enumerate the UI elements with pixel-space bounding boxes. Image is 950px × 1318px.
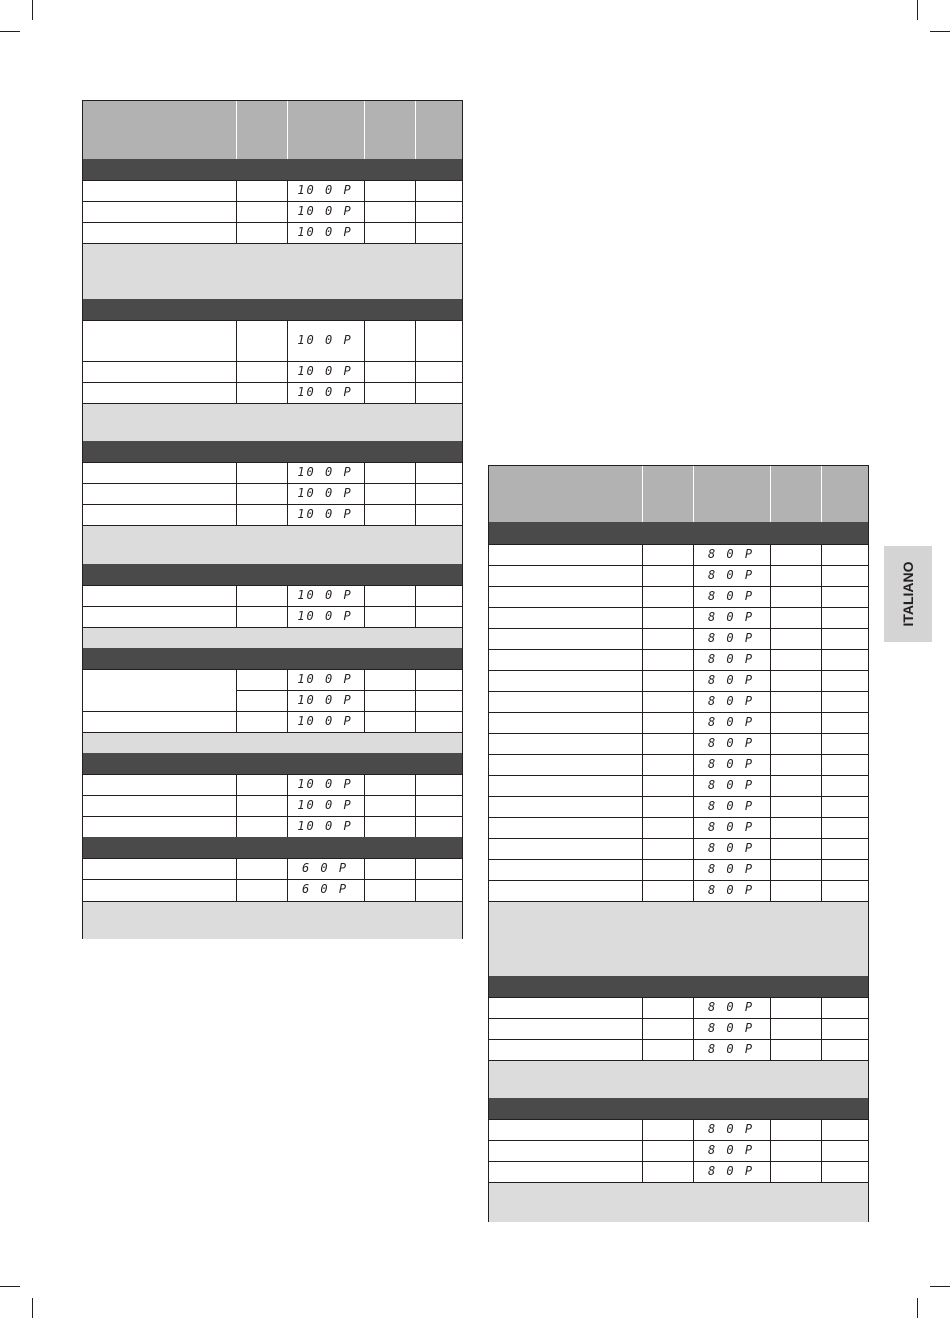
column-divider	[236, 816, 237, 837]
display-time-value: 8 0 P	[707, 610, 755, 624]
column-divider	[821, 880, 822, 901]
column-divider	[770, 607, 771, 628]
section-header-row	[83, 159, 462, 180]
table-row	[83, 711, 462, 732]
section-header-row	[83, 299, 462, 320]
column-divider	[770, 544, 771, 565]
table-row	[489, 817, 868, 838]
note-row	[489, 1182, 868, 1222]
crop-mark-top-left-h	[0, 31, 20, 32]
table-row	[83, 320, 462, 361]
column-divider	[821, 733, 822, 754]
column-divider	[642, 466, 643, 522]
column-divider	[821, 838, 822, 859]
column-divider	[364, 795, 365, 816]
display-time-value: 8 0 P	[707, 883, 755, 897]
table-row	[489, 628, 868, 649]
table-row	[489, 1018, 868, 1039]
column-divider	[236, 858, 237, 879]
column-divider	[364, 669, 365, 690]
column-divider	[642, 817, 643, 838]
column-divider	[642, 1140, 643, 1161]
display-time-value: 10 0 P	[297, 588, 353, 602]
table-header-row	[489, 466, 868, 522]
display-time-value: 10 0 P	[297, 819, 353, 833]
column-divider	[287, 462, 288, 483]
section-header-row	[489, 1098, 868, 1119]
column-divider	[236, 774, 237, 795]
table-row	[489, 733, 868, 754]
column-divider	[693, 565, 694, 586]
display-time-value: 8 0 P	[707, 1042, 755, 1056]
column-divider	[642, 796, 643, 817]
column-divider	[770, 859, 771, 880]
column-divider	[693, 796, 694, 817]
note-row	[489, 1060, 868, 1098]
column-divider	[415, 101, 416, 159]
display-time-value: 10 0 P	[297, 609, 353, 623]
column-divider	[642, 712, 643, 733]
column-divider	[821, 997, 822, 1018]
column-divider	[415, 669, 416, 690]
column-divider	[770, 775, 771, 796]
column-divider	[364, 690, 365, 711]
crop-mark-bottom-right-h	[930, 1286, 950, 1287]
display-time-value: 10 0 P	[297, 798, 353, 812]
column-divider	[821, 628, 822, 649]
column-divider	[642, 1039, 643, 1060]
column-divider	[236, 180, 237, 201]
display-time-value: 8 0 P	[707, 778, 755, 792]
display-time-value: 8 0 P	[707, 820, 755, 834]
display-time-value: 10 0 P	[297, 714, 353, 728]
column-divider	[364, 382, 365, 403]
column-divider	[770, 796, 771, 817]
column-divider	[642, 880, 643, 901]
column-divider	[693, 712, 694, 733]
column-divider	[821, 565, 822, 586]
column-divider	[693, 1018, 694, 1039]
column-divider	[287, 180, 288, 201]
column-divider	[693, 1140, 694, 1161]
column-divider	[236, 585, 237, 606]
column-divider	[364, 774, 365, 795]
column-divider	[415, 382, 416, 403]
table-row	[489, 691, 868, 712]
display-time-value: 10 0 P	[297, 333, 353, 347]
column-divider	[287, 879, 288, 901]
crop-mark-top-left-v	[32, 0, 33, 20]
table-row	[83, 879, 462, 901]
column-divider	[287, 320, 288, 361]
column-divider	[821, 817, 822, 838]
column-divider	[364, 462, 365, 483]
column-divider	[770, 466, 771, 522]
column-divider	[642, 565, 643, 586]
section-header-row	[489, 522, 868, 544]
crop-mark-bottom-left-v	[32, 1298, 33, 1318]
column-divider	[821, 586, 822, 607]
column-divider	[287, 101, 288, 159]
table-row	[489, 1140, 868, 1161]
column-divider	[415, 858, 416, 879]
column-divider	[770, 691, 771, 712]
column-divider	[642, 586, 643, 607]
table-row	[489, 670, 868, 691]
column-divider	[236, 462, 237, 483]
column-divider	[821, 754, 822, 775]
column-divider	[821, 691, 822, 712]
program-table-left	[82, 100, 463, 939]
column-divider	[287, 711, 288, 732]
column-divider	[236, 690, 237, 711]
column-divider	[693, 838, 694, 859]
column-divider	[770, 1140, 771, 1161]
column-divider	[236, 382, 237, 403]
table-row	[83, 585, 462, 606]
column-divider	[287, 669, 288, 690]
column-divider	[693, 466, 694, 522]
display-time-value: 8 0 P	[707, 841, 755, 855]
column-divider	[236, 483, 237, 504]
note-row	[489, 901, 868, 976]
note-row	[83, 901, 462, 939]
column-divider	[287, 201, 288, 222]
column-divider	[364, 483, 365, 504]
column-divider	[364, 606, 365, 627]
column-divider	[693, 1039, 694, 1060]
column-divider	[693, 733, 694, 754]
column-divider	[821, 1018, 822, 1039]
column-divider	[770, 997, 771, 1018]
column-divider	[236, 669, 237, 690]
column-divider	[287, 858, 288, 879]
column-divider	[821, 1161, 822, 1182]
table-row	[489, 1039, 868, 1060]
column-divider	[287, 504, 288, 525]
column-divider	[287, 222, 288, 243]
column-divider	[770, 733, 771, 754]
column-divider	[770, 586, 771, 607]
table-row	[489, 796, 868, 817]
display-time-value: 8 0 P	[707, 1021, 755, 1035]
merged-cell	[83, 689, 236, 691]
table-row	[489, 997, 868, 1018]
column-divider	[693, 754, 694, 775]
column-divider	[364, 201, 365, 222]
column-divider	[821, 712, 822, 733]
column-divider	[693, 649, 694, 670]
display-time-value: 8 0 P	[707, 673, 755, 687]
column-divider	[642, 838, 643, 859]
column-divider	[236, 711, 237, 732]
column-divider	[364, 879, 365, 901]
section-header-row	[83, 564, 462, 585]
column-divider	[821, 775, 822, 796]
note-row	[83, 243, 462, 299]
column-divider	[642, 691, 643, 712]
note-row	[83, 525, 462, 564]
column-divider	[236, 606, 237, 627]
table-row	[489, 880, 868, 901]
column-divider	[693, 670, 694, 691]
column-divider	[770, 1161, 771, 1182]
column-divider	[642, 1119, 643, 1140]
column-divider	[415, 879, 416, 901]
language-tab-label: ITALIANO	[900, 561, 916, 627]
crop-mark-top-right-h	[930, 31, 950, 32]
column-divider	[821, 796, 822, 817]
display-time-value: 8 0 P	[707, 736, 755, 750]
column-divider	[642, 649, 643, 670]
column-divider	[364, 101, 365, 159]
column-divider	[693, 1161, 694, 1182]
display-time-value: 8 0 P	[707, 799, 755, 813]
crop-mark-bottom-right-v	[917, 1298, 918, 1318]
column-divider	[770, 712, 771, 733]
table-row	[83, 690, 462, 711]
table-row	[489, 838, 868, 859]
program-table-right	[488, 465, 869, 1222]
column-divider	[364, 180, 365, 201]
column-divider	[236, 879, 237, 901]
table-row	[83, 483, 462, 504]
column-divider	[415, 606, 416, 627]
column-divider	[287, 606, 288, 627]
column-divider	[287, 361, 288, 382]
column-divider	[642, 628, 643, 649]
note-row	[83, 627, 462, 648]
column-divider	[693, 775, 694, 796]
column-divider	[821, 544, 822, 565]
display-time-value: 8 0 P	[707, 715, 755, 729]
display-time-value: 8 0 P	[707, 1000, 755, 1014]
table-row	[489, 544, 868, 565]
column-divider	[821, 1119, 822, 1140]
column-divider	[364, 816, 365, 837]
column-divider	[642, 1161, 643, 1182]
table-row	[489, 607, 868, 628]
column-divider	[770, 628, 771, 649]
column-divider	[236, 320, 237, 361]
column-divider	[642, 733, 643, 754]
display-time-value: 10 0 P	[297, 225, 353, 239]
column-divider	[821, 466, 822, 522]
column-divider	[236, 504, 237, 525]
display-time-value: 8 0 P	[707, 589, 755, 603]
column-divider	[693, 628, 694, 649]
note-row	[83, 732, 462, 753]
column-divider	[770, 1018, 771, 1039]
display-time-value: 6 0 P	[301, 882, 349, 896]
table-row	[83, 180, 462, 201]
column-divider	[415, 816, 416, 837]
display-time-value: 6 0 P	[301, 861, 349, 875]
section-header-row	[83, 753, 462, 774]
display-time-value: 10 0 P	[297, 672, 353, 686]
table-row	[83, 382, 462, 403]
display-time-value: 8 0 P	[707, 862, 755, 876]
display-time-value: 10 0 P	[297, 204, 353, 218]
column-divider	[693, 817, 694, 838]
column-divider	[770, 1039, 771, 1060]
column-divider	[642, 775, 643, 796]
column-divider	[364, 320, 365, 361]
table-row	[83, 361, 462, 382]
column-divider	[821, 1039, 822, 1060]
column-divider	[287, 774, 288, 795]
display-time-value: 10 0 P	[297, 507, 353, 521]
column-divider	[236, 222, 237, 243]
column-divider	[642, 754, 643, 775]
column-divider	[415, 320, 416, 361]
section-header-row	[83, 648, 462, 669]
column-divider	[770, 670, 771, 691]
crop-mark-top-right-v	[917, 0, 918, 20]
column-divider	[287, 690, 288, 711]
display-time-value: 8 0 P	[707, 1164, 755, 1178]
column-divider	[415, 462, 416, 483]
column-divider	[821, 649, 822, 670]
column-divider	[642, 997, 643, 1018]
column-divider	[415, 483, 416, 504]
display-time-value: 10 0 P	[297, 486, 353, 500]
column-divider	[415, 774, 416, 795]
column-divider	[642, 607, 643, 628]
table-row	[489, 649, 868, 670]
display-time-value: 8 0 P	[707, 631, 755, 645]
display-time-value: 8 0 P	[707, 547, 755, 561]
language-tab[interactable]	[884, 546, 932, 642]
column-divider	[693, 586, 694, 607]
column-divider	[415, 504, 416, 525]
column-divider	[693, 691, 694, 712]
section-header-row	[489, 976, 868, 997]
column-divider	[287, 483, 288, 504]
table-row	[489, 1161, 868, 1182]
display-time-value: 10 0 P	[297, 183, 353, 197]
display-time-value: 8 0 P	[707, 1122, 755, 1136]
column-divider	[364, 504, 365, 525]
column-divider	[642, 670, 643, 691]
table-row	[489, 712, 868, 733]
table-row	[489, 754, 868, 775]
column-divider	[287, 382, 288, 403]
table-row	[489, 565, 868, 586]
column-divider	[821, 859, 822, 880]
table-row	[83, 816, 462, 837]
column-divider	[821, 670, 822, 691]
table-row	[83, 201, 462, 222]
table-row	[83, 858, 462, 879]
table-row	[489, 1119, 868, 1140]
column-divider	[770, 649, 771, 670]
column-divider	[693, 880, 694, 901]
display-time-value: 8 0 P	[707, 568, 755, 582]
column-divider	[821, 607, 822, 628]
column-divider	[415, 222, 416, 243]
section-header-row	[83, 837, 462, 858]
column-divider	[770, 838, 771, 859]
display-time-value: 10 0 P	[297, 385, 353, 399]
display-time-value: 8 0 P	[707, 1143, 755, 1157]
column-divider	[415, 585, 416, 606]
column-divider	[364, 361, 365, 382]
column-divider	[821, 1140, 822, 1161]
display-time-value: 10 0 P	[297, 465, 353, 479]
note-row	[83, 403, 462, 441]
column-divider	[642, 859, 643, 880]
column-divider	[236, 101, 237, 159]
column-divider	[415, 180, 416, 201]
column-divider	[770, 1119, 771, 1140]
section-header-row	[83, 441, 462, 462]
column-divider	[415, 711, 416, 732]
display-time-value: 10 0 P	[297, 777, 353, 791]
column-divider	[415, 795, 416, 816]
column-divider	[693, 1119, 694, 1140]
display-time-value: 10 0 P	[297, 693, 353, 707]
table-row	[83, 606, 462, 627]
column-divider	[364, 858, 365, 879]
column-divider	[693, 997, 694, 1018]
column-divider	[364, 585, 365, 606]
table-row	[83, 795, 462, 816]
table-row	[83, 669, 462, 690]
table-row	[489, 859, 868, 880]
column-divider	[287, 816, 288, 837]
column-divider	[236, 795, 237, 816]
table-row	[83, 504, 462, 525]
table-row	[489, 775, 868, 796]
table-header-row	[83, 101, 462, 159]
table-row	[489, 586, 868, 607]
table-row	[83, 222, 462, 243]
crop-mark-bottom-left-h	[0, 1286, 20, 1287]
column-divider	[642, 544, 643, 565]
display-time-value: 8 0 P	[707, 757, 755, 771]
column-divider	[287, 795, 288, 816]
column-divider	[236, 201, 237, 222]
table-row	[83, 462, 462, 483]
display-time-value: 10 0 P	[297, 364, 353, 378]
column-divider	[364, 711, 365, 732]
display-time-value: 8 0 P	[707, 694, 755, 708]
column-divider	[415, 201, 416, 222]
display-time-value: 8 0 P	[707, 652, 755, 666]
column-divider	[693, 859, 694, 880]
column-divider	[770, 880, 771, 901]
column-divider	[693, 544, 694, 565]
column-divider	[287, 585, 288, 606]
column-divider	[415, 690, 416, 711]
column-divider	[236, 361, 237, 382]
table-row	[83, 774, 462, 795]
column-divider	[770, 817, 771, 838]
column-divider	[693, 607, 694, 628]
column-divider	[770, 565, 771, 586]
column-divider	[770, 754, 771, 775]
column-divider	[642, 1018, 643, 1039]
column-divider	[415, 361, 416, 382]
column-divider	[364, 222, 365, 243]
